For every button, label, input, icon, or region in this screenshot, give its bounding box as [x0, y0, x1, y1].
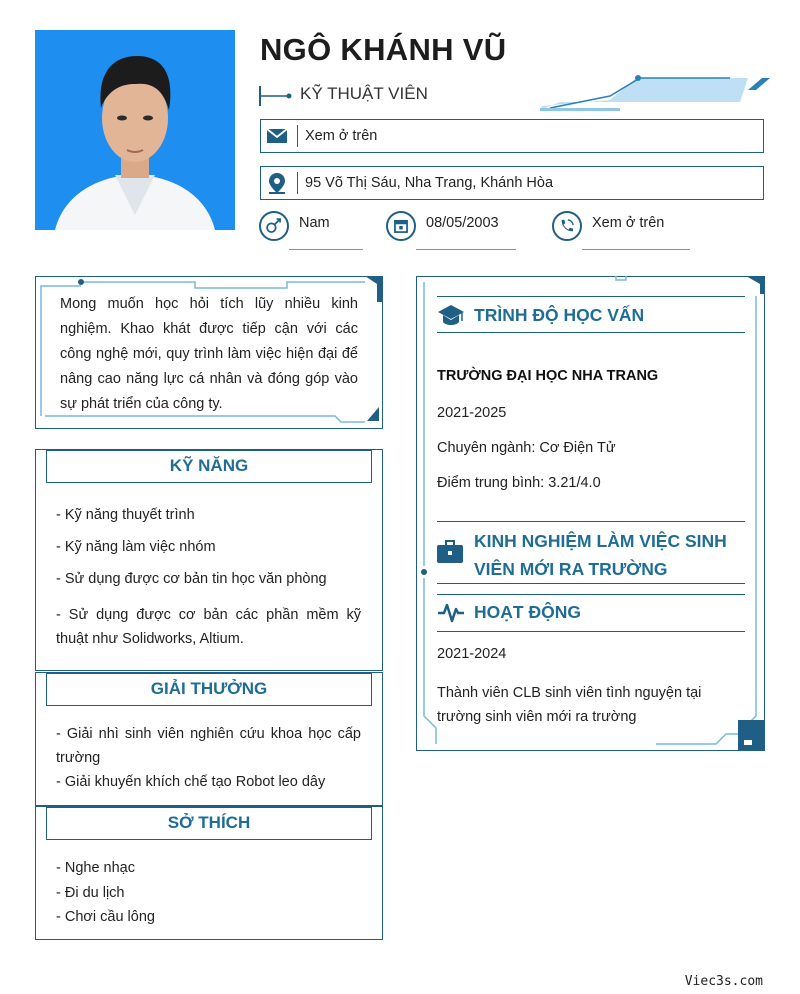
address-value: 95 Võ Thị Sáu, Nha Trang, Khánh Hòa	[305, 175, 554, 191]
education-gpa: Điểm trung bình: 3.21/4.0	[437, 475, 601, 491]
header-decoration	[540, 72, 772, 114]
list-item: - Sử dụng được cơ bản tin học văn phòng	[56, 571, 327, 587]
email-row	[260, 119, 764, 153]
list-item: - Sử dụng được cơ bản các phần mềm kỹ thuật như Solidworks, Altium.	[56, 607, 361, 647]
career-objective: Mong muốn học hỏi tích lũy nhiều kinh nghiệm. Khao khát được tiếp cận với các công nghệ mới, quy trình làm việc hiện đại để nâng cao năng lực cá nhân và đóng góp vào sự phát triển của công ty.	[60, 296, 358, 412]
awards-list	[56, 722, 361, 794]
separator	[297, 172, 298, 194]
gender-icon	[259, 211, 289, 241]
divider	[437, 583, 745, 584]
awards-heading: GIẢI THƯỞNG	[46, 673, 372, 706]
calendar-icon	[386, 211, 416, 241]
briefcase-icon	[436, 539, 464, 565]
experience-heading-line1: KINH NGHIỆM LÀM VIỆC SINH	[474, 531, 727, 551]
phone-icon	[552, 211, 582, 241]
underline	[289, 249, 363, 250]
divider	[437, 631, 745, 632]
experience-heading	[474, 527, 727, 583]
divider	[437, 594, 745, 595]
skills-list	[56, 507, 361, 651]
education-major: Chuyên ngành: Cơ Điện Tử	[437, 440, 616, 456]
activities-period: 2021-2024	[437, 646, 507, 662]
list-item: - Chơi cầu lông	[56, 909, 155, 925]
list-item: - Giải khuyến khích chế tạo Robot leo dây	[56, 774, 326, 790]
hobbies-heading: SỞ THÍCH	[46, 807, 372, 840]
underline	[582, 249, 690, 250]
phone-value: Xem ở trên	[592, 215, 665, 231]
experience-heading-line2: VIÊN MỚI RA TRƯỜNG	[474, 559, 668, 579]
candidate-name: NGÔ KHÁNH VŨ	[260, 32, 507, 67]
education-heading: TRÌNH ĐỘ HỌC VẤN	[474, 305, 645, 325]
birthdate-value: 08/05/2003	[426, 215, 499, 231]
mail-icon	[265, 124, 289, 148]
divider	[437, 332, 745, 333]
list-item: - Kỹ năng làm việc nhóm	[56, 539, 216, 555]
graduation-cap-icon	[437, 303, 465, 329]
address-row	[260, 166, 764, 200]
underline	[416, 249, 516, 250]
profile-photo	[35, 30, 235, 230]
activities-desc-line1: Thành viên CLB sinh viên tình nguyện tại	[437, 685, 702, 701]
activities-desc-line2: trường sinh viên mới ra trường	[437, 709, 637, 725]
gender-value: Nam	[299, 215, 330, 231]
location-pin-icon	[265, 171, 289, 195]
divider	[437, 296, 745, 297]
skills-heading: KỸ NĂNG	[46, 450, 372, 483]
pulse-icon	[437, 601, 465, 625]
list-item: - Đi du lịch	[56, 884, 125, 901]
divider	[437, 521, 745, 522]
hobbies-list	[56, 856, 361, 930]
email-value: Xem ở trên	[305, 128, 378, 144]
school-name: TRƯỜNG ĐẠI HỌC NHA TRANG	[437, 368, 659, 384]
watermark: Viec3s.com	[684, 974, 763, 989]
list-item: - Giải nhì sinh viên nghiên cứu khoa học cấp trường	[56, 726, 361, 766]
education-period: 2021-2025	[437, 405, 507, 421]
job-title: KỸ THUẬT VIÊN	[300, 84, 428, 103]
separator	[297, 125, 298, 147]
title-marker-icon	[258, 86, 294, 106]
list-item: - Nghe nhạc	[56, 860, 135, 876]
activities-description	[437, 681, 701, 729]
list-item: - Kỹ năng thuyết trình	[56, 507, 195, 523]
activities-heading: HOẠT ĐỘNG	[474, 602, 581, 622]
